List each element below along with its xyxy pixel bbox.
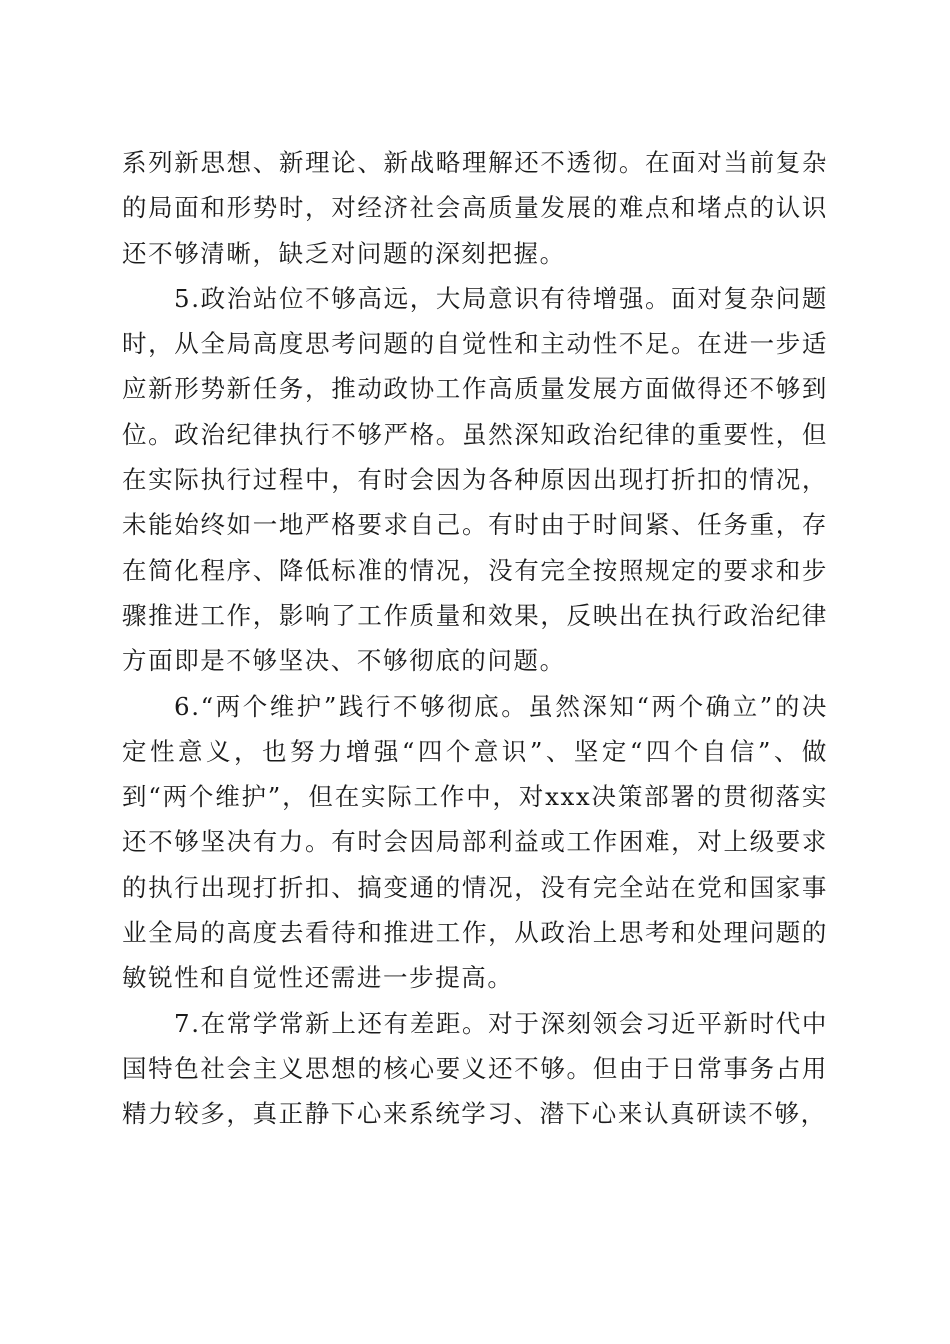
paragraph-item-5: 5.政治站位不够高远，大局意识有待增强。面对复杂问题时，从全局高度思考问题的自觉性和主动性不足。在进一步适应新形势新任务，推动政协工作高质量发展方面做得还不够到位。政治纪律执行不够严格。虽然深知政治纪律的重要性，但在实际执行过程中，有时会因为各种原因出现打折扣的情况，未能始终如一地严格要求自己。有时由于时间紧、任务重，存在简化程序、降低标准的情况，没有完全按照规定的要求和步骤推进工作，影响了工作质量和效果，反映出在执行政治纪律方面即是不够坚决、不够彻底的问题。 (122, 283, 828, 676)
paragraph-item-6: 6.“两个维护”践行不够彻底。虽然深知“两个确立”的决定性意义，也努力增强“四个意识”、坚定“四个自信”、做到“两个维护”，但在实际工作中，对xxx决策部署的贯彻落实还不够坚决有力。有时会因局部利益或工作困难，对上级要求的执行出现打折扣、搞变通的情况，没有完全站在党和国家事业全局的高度去看待和推进工作，从政治上思考和处理问题的敏锐性和自觉性还需进一步提高。 (122, 691, 828, 993)
paragraph-item-7: 7.在常学常新上还有差距。对于深刻领会习近平新时代中国特色社会主义思想的核心要义还不够。但由于日常事务占用精力较多，真正静下心来系统学习、潜下心来认真研读不够， (122, 1008, 828, 1129)
paragraph-continuation: 系列新思想、新理论、新战略理解还不透彻。在面对当前复杂的局面和形势时，对经济社会高质量发展的难点和堵点的认识还不够清晰，缺乏对问题的深刻把握。 (122, 148, 828, 268)
document-body (122, 140, 828, 1137)
